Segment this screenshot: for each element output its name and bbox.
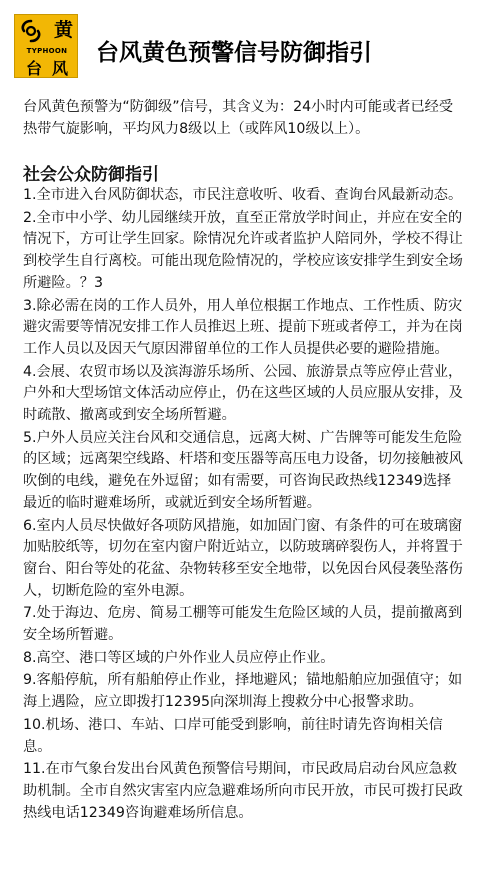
intro-paragraph: 台风黄色预警为“防御级”信号，其含义为：24小时内可能或者已经受热带气旋影响，平均风力8级以上（或阵风10级以上）。 xyxy=(23,99,454,137)
guideline-item: 5.户外人员应关注台风和交通信息，远离大树、广告牌等可能发生危险的区域；远离架空线路、杆塔和变压器等高压电力设备，切勿接触被风吹倒的电线，避免在外逗留；如有需要，可咨询民政热线12349选择最近的临时避难场所，或就近到安全场所暂避。 xyxy=(23,429,463,511)
guideline-item: 2.全市中小学、幼儿园继续开放，直至正常放学时间止，并应在安全的情况下，方可让学生回家。除情况允许或者监护人陪同外，学校不得让到校学生自行离校。可能出现危险情况的，学校应该安排学生到安全场所避险。？3 xyxy=(23,209,463,291)
signal-type-chars: 台风 xyxy=(25,59,78,78)
guideline-item: 9.客船停航，所有船舶停止作业，择地避风；锚地船舶应加强值守；如海上遇险，应立即拨打12395向深圳海上搜救分中心报警求助。 xyxy=(23,672,463,711)
guideline-item: 7.处于海边、危房、简易工棚等可能发生危险区域的人员，提前撤离到安全场所暂避。 xyxy=(23,605,463,644)
guideline-list xyxy=(23,185,463,825)
guideline-item: 10.机场、港口、车站、口岸可能受到影响，前往时请先咨询相关信息。 xyxy=(23,716,443,755)
typhoon-symbol-icon xyxy=(19,19,43,43)
signal-color-char: 黄 xyxy=(53,19,73,41)
header xyxy=(14,14,466,80)
guideline-item: 3.除必需在岗的工作人员外，用人单位根据工作地点、工作性质、防灾避灾需要等情况安排工作人员推迟上班、提前下班或者停工，并为在岗工作人员以及因天气原因滞留单位的工作人员提供必要的避险措施。 xyxy=(23,297,463,357)
section-title: 社会公众防御指引 xyxy=(23,165,159,185)
guideline-item: 1.全市进入台风防御状态，市民注意收听、收看、查询台风最新动态。 xyxy=(23,187,463,203)
page-title: 台风黄色预警信号防御指引 xyxy=(96,40,372,66)
guideline-item: 4.会展、农贸市场以及滨海游乐场所、公园、旅游景点等应停止营业，户外和大型场馆文体活动应停止，仍在这些区域的人员应服从安排，及时疏散、撤离或到安全场所暂避。 xyxy=(23,363,463,424)
guideline-item: 11.在市气象台发出台风黄色预警信号期间，市民政局启动台风应急救助机制。全市自然灾害室内应急避难场所向市民开放，市民可拨打民政热线电话12349咨询避难场所信息。 xyxy=(23,761,463,821)
guideline-item: 6.室内人员尽快做好各项防风措施，如加固门窗、有条件的可在玻璃窗加贴胶纸等，切勿在室内窗户附近站立，以防玻璃碎裂伤人，并将置于窗台、阳台等处的花盆、杂物转移至安全地带，以免因台风侵袭坠落伤人，切断危险的室外电源。 xyxy=(23,517,463,599)
typhoon-yellow-signal-icon xyxy=(14,14,78,78)
guideline-item: 8.高空、港口等区域的户外作业人员应停止作业。 xyxy=(23,649,335,666)
signal-word: TYPHOON xyxy=(26,47,68,55)
